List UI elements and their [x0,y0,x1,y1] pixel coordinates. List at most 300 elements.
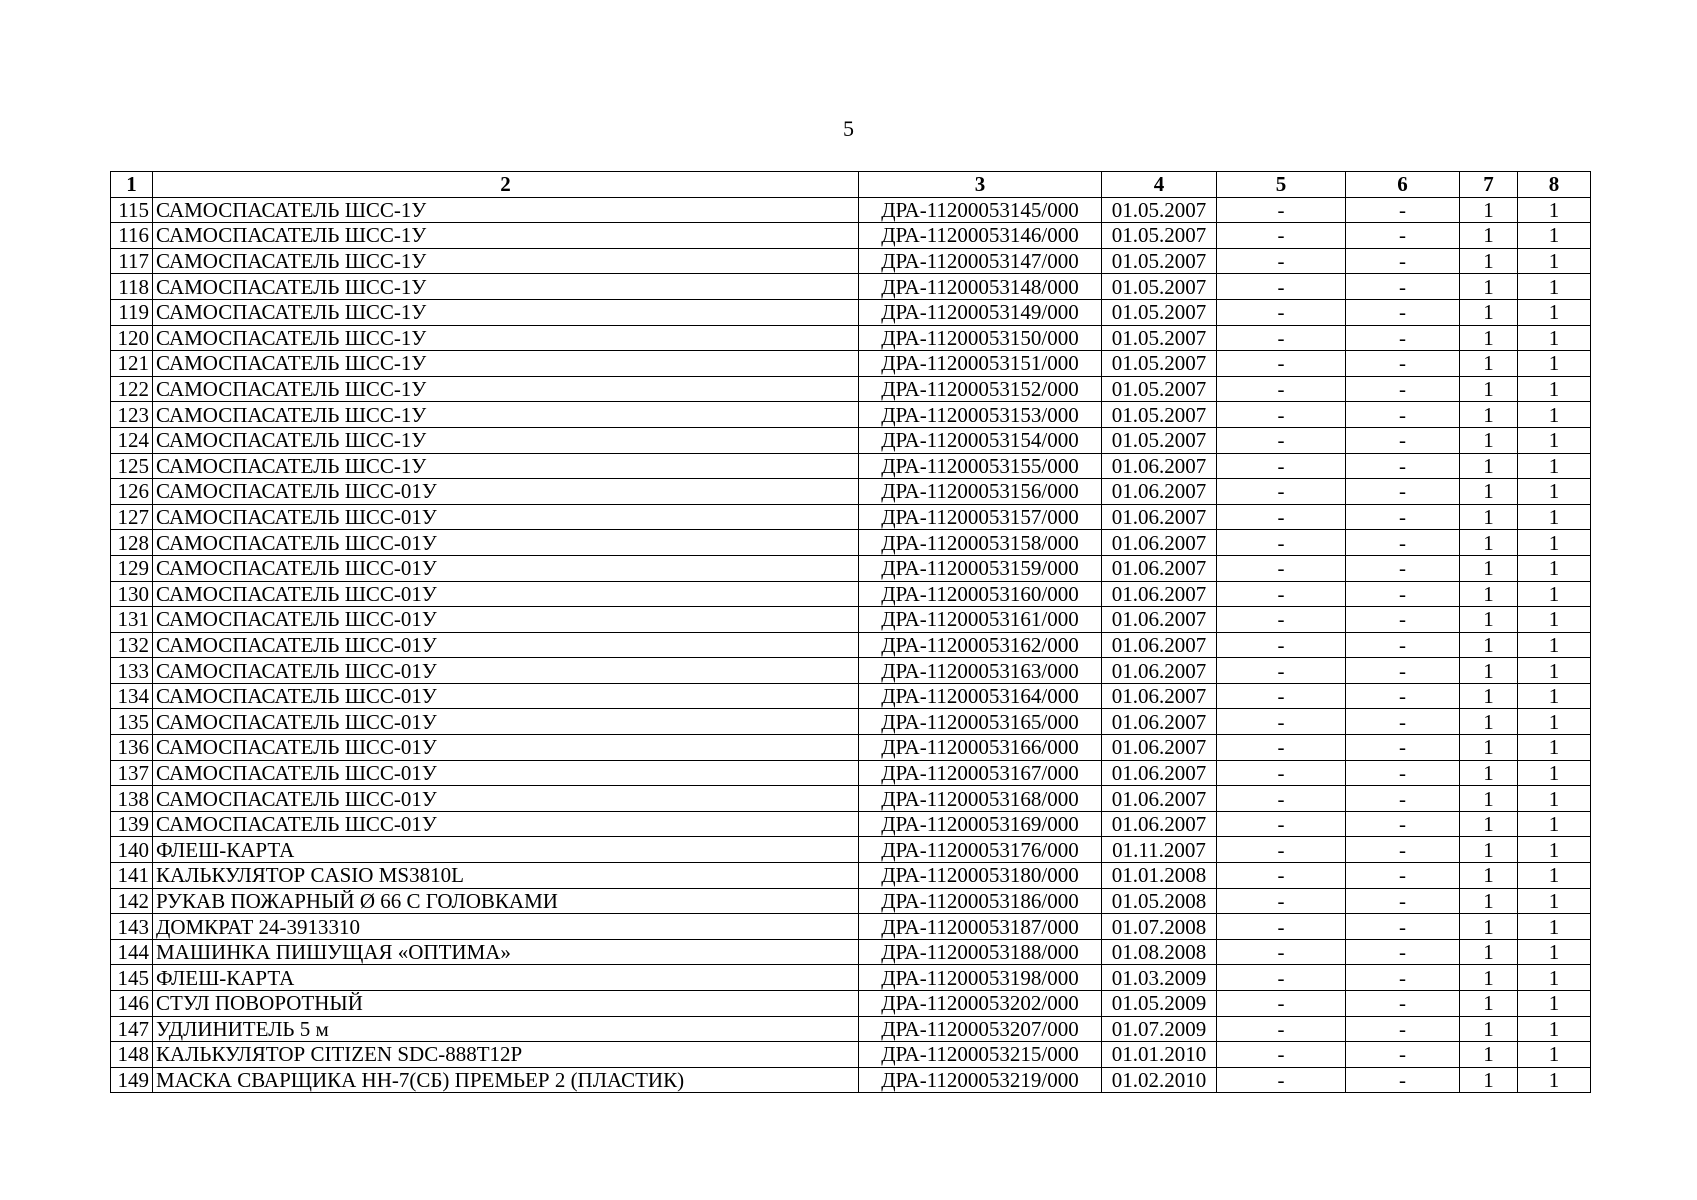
item-name-cell: САМОСПАСАТЕЛЬ ШСС-01У [153,760,859,786]
column-6-cell: - [1346,581,1460,607]
table-row [111,658,1591,684]
column-8-cell: 1 [1518,658,1591,684]
row-number-cell: 135 [111,709,153,735]
item-name-cell: САМОСПАСАТЕЛЬ ШСС-01У [153,683,859,709]
row-number-cell: 136 [111,735,153,761]
row-number-cell: 129 [111,555,153,581]
column-7-cell: 1 [1460,223,1518,249]
column-7-cell: 1 [1460,939,1518,965]
inventory-code-cell: ДРА-11200053188/000 [859,939,1102,965]
column-8-cell: 1 [1518,351,1591,377]
date-cell: 01.06.2007 [1102,504,1217,530]
table-row [111,1067,1591,1093]
column-7-cell: 1 [1460,888,1518,914]
item-name-cell: САМОСПАСАТЕЛЬ ШСС-1У [153,197,859,223]
date-cell: 01.06.2007 [1102,709,1217,735]
item-name-cell: САМОСПАСАТЕЛЬ ШСС-01У [153,504,859,530]
column-6-cell: - [1346,939,1460,965]
row-number-cell: 120 [111,325,153,351]
table-row [111,530,1591,556]
column-7-cell: 1 [1460,351,1518,377]
header-row [111,172,1591,198]
inventory-code-cell: ДРА-11200053159/000 [859,555,1102,581]
column-7-cell: 1 [1460,991,1518,1017]
inventory-code-cell: ДРА-11200053148/000 [859,274,1102,300]
item-name-cell: САМОСПАСАТЕЛЬ ШСС-01У [153,632,859,658]
column-5-cell: - [1217,1016,1346,1042]
inventory-code-cell: ДРА-11200053167/000 [859,760,1102,786]
item-name-cell: САМОСПАСАТЕЛЬ ШСС-1У [153,427,859,453]
column-8-cell: 1 [1518,837,1591,863]
date-cell: 01.06.2007 [1102,760,1217,786]
table-row [111,709,1591,735]
column-8-cell: 1 [1518,709,1591,735]
inventory-code-cell: ДРА-11200053166/000 [859,735,1102,761]
column-5-cell: - [1217,376,1346,402]
date-cell: 01.11.2007 [1102,837,1217,863]
column-8-cell: 1 [1518,555,1591,581]
column-7-cell: 1 [1460,965,1518,991]
column-8-cell: 1 [1518,735,1591,761]
table-row [111,402,1591,428]
table-row [111,632,1591,658]
column-8-cell: 1 [1518,1042,1591,1068]
column-5-cell: - [1217,453,1346,479]
item-name-cell: ФЛЕШ-КАРТА [153,965,859,991]
row-number-cell: 144 [111,939,153,965]
column-5-cell: - [1217,760,1346,786]
date-cell: 01.03.2009 [1102,965,1217,991]
table-row [111,735,1591,761]
column-7-cell: 1 [1460,427,1518,453]
inventory-code-cell: ДРА-11200053153/000 [859,402,1102,428]
column-header-8: 8 [1518,172,1591,198]
column-6-cell: - [1346,530,1460,556]
date-cell: 01.06.2007 [1102,555,1217,581]
column-8-cell: 1 [1518,376,1591,402]
column-8-cell: 1 [1518,632,1591,658]
row-number-cell: 143 [111,914,153,940]
column-7-cell: 1 [1460,786,1518,812]
column-6-cell: - [1346,479,1460,505]
inventory-code-cell: ДРА-11200053202/000 [859,991,1102,1017]
date-cell: 01.06.2007 [1102,735,1217,761]
inventory-code-cell: ДРА-11200053155/000 [859,453,1102,479]
item-name-cell: МАШИНКА ПИШУЩАЯ «ОПТИМА» [153,939,859,965]
column-6-cell: - [1346,351,1460,377]
date-cell: 01.06.2007 [1102,786,1217,812]
column-6-cell: - [1346,965,1460,991]
row-number-cell: 134 [111,683,153,709]
item-name-cell: САМОСПАСАТЕЛЬ ШСС-1У [153,325,859,351]
row-number-cell: 128 [111,530,153,556]
row-number-cell: 119 [111,299,153,325]
table-row [111,504,1591,530]
inventory-code-cell: ДРА-11200053161/000 [859,607,1102,633]
row-number-cell: 123 [111,402,153,428]
inventory-code-cell: ДРА-11200053146/000 [859,223,1102,249]
inventory-code-cell: ДРА-11200053176/000 [859,837,1102,863]
column-8-cell: 1 [1518,427,1591,453]
column-5-cell: - [1217,479,1346,505]
inventory-code-cell: ДРА-11200053147/000 [859,248,1102,274]
column-6-cell: - [1346,888,1460,914]
column-5-cell: - [1217,863,1346,889]
column-5-cell: - [1217,402,1346,428]
column-7-cell: 1 [1460,581,1518,607]
inventory-code-cell: ДРА-11200053168/000 [859,786,1102,812]
row-number-cell: 146 [111,991,153,1017]
column-8-cell: 1 [1518,197,1591,223]
item-name-cell: САМОСПАСАТЕЛЬ ШСС-01У [153,555,859,581]
column-7-cell: 1 [1460,735,1518,761]
table-row [111,427,1591,453]
table-row [111,683,1591,709]
column-8-cell: 1 [1518,991,1591,1017]
row-number-cell: 127 [111,504,153,530]
table-row [111,863,1591,889]
table-row [111,351,1591,377]
column-6-cell: - [1346,274,1460,300]
column-8-cell: 1 [1518,965,1591,991]
column-5-cell: - [1217,351,1346,377]
inventory-code-cell: ДРА-11200053154/000 [859,427,1102,453]
date-cell: 01.08.2008 [1102,939,1217,965]
column-5-cell: - [1217,607,1346,633]
column-5-cell: - [1217,223,1346,249]
column-6-cell: - [1346,658,1460,684]
inventory-code-cell: ДРА-11200053187/000 [859,914,1102,940]
inventory-code-cell: ДРА-11200053180/000 [859,863,1102,889]
item-name-cell: САМОСПАСАТЕЛЬ ШСС-1У [153,351,859,377]
item-name-cell: САМОСПАСАТЕЛЬ ШСС-01У [153,479,859,505]
row-number-cell: 132 [111,632,153,658]
column-6-cell: - [1346,555,1460,581]
item-name-cell: ДОМКРАТ 24-3913310 [153,914,859,940]
column-7-cell: 1 [1460,760,1518,786]
date-cell: 01.06.2007 [1102,453,1217,479]
item-name-cell: САМОСПАСАТЕЛЬ ШСС-01У [153,607,859,633]
inventory-code-cell: ДРА-11200053152/000 [859,376,1102,402]
column-8-cell: 1 [1518,888,1591,914]
table-row [111,888,1591,914]
column-7-cell: 1 [1460,658,1518,684]
date-cell: 01.06.2007 [1102,658,1217,684]
column-8-cell: 1 [1518,223,1591,249]
column-6-cell: - [1346,709,1460,735]
row-number-cell: 121 [111,351,153,377]
column-8-cell: 1 [1518,939,1591,965]
table-row [111,965,1591,991]
date-cell: 01.06.2007 [1102,479,1217,505]
column-6-cell: - [1346,1067,1460,1093]
item-name-cell: САМОСПАСАТЕЛЬ ШСС-1У [153,274,859,300]
date-cell: 01.05.2007 [1102,248,1217,274]
column-8-cell: 1 [1518,786,1591,812]
column-7-cell: 1 [1460,863,1518,889]
column-7-cell: 1 [1460,1016,1518,1042]
column-5-cell: - [1217,991,1346,1017]
row-number-cell: 149 [111,1067,153,1093]
inventory-code-cell: ДРА-11200053219/000 [859,1067,1102,1093]
column-6-cell: - [1346,376,1460,402]
table-row [111,197,1591,223]
column-header-5: 5 [1217,172,1346,198]
column-6-cell: - [1346,299,1460,325]
inventory-code-cell: ДРА-11200053207/000 [859,1016,1102,1042]
column-header-1: 1 [111,172,153,198]
column-7-cell: 1 [1460,376,1518,402]
row-number-cell: 148 [111,1042,153,1068]
date-cell: 01.06.2007 [1102,530,1217,556]
column-6-cell: - [1346,632,1460,658]
column-7-cell: 1 [1460,1042,1518,1068]
table-row [111,914,1591,940]
inventory-code-cell: ДРА-11200053158/000 [859,530,1102,556]
date-cell: 01.07.2009 [1102,1016,1217,1042]
date-cell: 01.06.2007 [1102,607,1217,633]
inventory-code-cell: ДРА-11200053149/000 [859,299,1102,325]
table-row [111,1016,1591,1042]
column-7-cell: 1 [1460,274,1518,300]
column-5-cell: - [1217,274,1346,300]
column-7-cell: 1 [1460,914,1518,940]
item-name-cell: УДЛИНИТЕЛЬ 5 м [153,1016,859,1042]
column-8-cell: 1 [1518,248,1591,274]
column-5-cell: - [1217,632,1346,658]
row-number-cell: 126 [111,479,153,505]
column-5-cell: - [1217,1042,1346,1068]
column-7-cell: 1 [1460,837,1518,863]
column-5-cell: - [1217,914,1346,940]
inventory-code-cell: ДРА-11200053151/000 [859,351,1102,377]
column-6-cell: - [1346,991,1460,1017]
table-row [111,555,1591,581]
item-name-cell: САМОСПАСАТЕЛЬ ШСС-1У [153,402,859,428]
table-row [111,991,1591,1017]
column-7-cell: 1 [1460,504,1518,530]
column-8-cell: 1 [1518,1067,1591,1093]
column-5-cell: - [1217,581,1346,607]
column-8-cell: 1 [1518,325,1591,351]
column-5-cell: - [1217,504,1346,530]
column-5-cell: - [1217,735,1346,761]
row-number-cell: 137 [111,760,153,786]
row-number-cell: 138 [111,786,153,812]
row-number-cell: 145 [111,965,153,991]
table-row [111,248,1591,274]
column-header-6: 6 [1346,172,1460,198]
row-number-cell: 115 [111,197,153,223]
date-cell: 01.06.2007 [1102,683,1217,709]
item-name-cell: САМОСПАСАТЕЛЬ ШСС-1У [153,376,859,402]
table-body [111,197,1591,1093]
inventory-code-cell: ДРА-11200053145/000 [859,197,1102,223]
row-number-cell: 118 [111,274,153,300]
column-6-cell: - [1346,683,1460,709]
column-8-cell: 1 [1518,402,1591,428]
row-number-cell: 124 [111,427,153,453]
column-5-cell: - [1217,427,1346,453]
table-row [111,223,1591,249]
column-7-cell: 1 [1460,197,1518,223]
column-7-cell: 1 [1460,811,1518,837]
item-name-cell: КАЛЬКУЛЯТОР CITIZEN SDC-888T12P [153,1042,859,1068]
item-name-cell: СТУЛ ПОВОРОТНЫЙ [153,991,859,1017]
column-7-cell: 1 [1460,248,1518,274]
column-8-cell: 1 [1518,811,1591,837]
row-number-cell: 147 [111,1016,153,1042]
column-8-cell: 1 [1518,581,1591,607]
date-cell: 01.05.2007 [1102,197,1217,223]
inventory-code-cell: ДРА-11200053150/000 [859,325,1102,351]
column-7-cell: 1 [1460,632,1518,658]
column-6-cell: - [1346,453,1460,479]
column-5-cell: - [1217,939,1346,965]
column-8-cell: 1 [1518,607,1591,633]
item-name-cell: ФЛЕШ-КАРТА [153,837,859,863]
row-number-cell: 125 [111,453,153,479]
table-row [111,479,1591,505]
column-5-cell: - [1217,888,1346,914]
date-cell: 01.02.2010 [1102,1067,1217,1093]
item-name-cell: МАСКА СВАРЩИКА НН-7(СБ) ПРЕМЬЕР 2 (ПЛАСТИК) [153,1067,859,1093]
column-header-3: 3 [859,172,1102,198]
row-number-cell: 139 [111,811,153,837]
column-5-cell: - [1217,248,1346,274]
column-7-cell: 1 [1460,607,1518,633]
inventory-table [110,171,1591,1093]
column-6-cell: - [1346,811,1460,837]
column-5-cell: - [1217,530,1346,556]
column-8-cell: 1 [1518,504,1591,530]
date-cell: 01.05.2007 [1102,351,1217,377]
table-row [111,939,1591,965]
column-5-cell: - [1217,786,1346,812]
column-5-cell: - [1217,1067,1346,1093]
date-cell: 01.01.2008 [1102,863,1217,889]
row-number-cell: 131 [111,607,153,633]
column-header-4: 4 [1102,172,1217,198]
column-8-cell: 1 [1518,274,1591,300]
date-cell: 01.06.2007 [1102,811,1217,837]
column-6-cell: - [1346,607,1460,633]
column-7-cell: 1 [1460,709,1518,735]
row-number-cell: 122 [111,376,153,402]
table-row [111,811,1591,837]
table-row [111,837,1591,863]
column-6-cell: - [1346,248,1460,274]
row-number-cell: 142 [111,888,153,914]
date-cell: 01.05.2007 [1102,274,1217,300]
table-row [111,607,1591,633]
column-6-cell: - [1346,427,1460,453]
column-8-cell: 1 [1518,299,1591,325]
inventory-code-cell: ДРА-11200053165/000 [859,709,1102,735]
inventory-code-cell: ДРА-11200053163/000 [859,658,1102,684]
row-number-cell: 116 [111,223,153,249]
item-name-cell: КАЛЬКУЛЯТОР CASIO MS3810L [153,863,859,889]
table-row [111,325,1591,351]
row-number-cell: 130 [111,581,153,607]
column-7-cell: 1 [1460,402,1518,428]
column-6-cell: - [1346,1016,1460,1042]
table-row [111,581,1591,607]
column-5-cell: - [1217,837,1346,863]
column-header-7: 7 [1460,172,1518,198]
column-7-cell: 1 [1460,453,1518,479]
column-6-cell: - [1346,197,1460,223]
inventory-code-cell: ДРА-11200053215/000 [859,1042,1102,1068]
item-name-cell: САМОСПАСАТЕЛЬ ШСС-01У [153,811,859,837]
table-row [111,786,1591,812]
date-cell: 01.05.2007 [1102,223,1217,249]
date-cell: 01.05.2007 [1102,325,1217,351]
date-cell: 01.06.2007 [1102,581,1217,607]
column-6-cell: - [1346,504,1460,530]
table-row [111,376,1591,402]
date-cell: 01.05.2007 [1102,427,1217,453]
column-5-cell: - [1217,299,1346,325]
column-5-cell: - [1217,197,1346,223]
column-6-cell: - [1346,914,1460,940]
column-8-cell: 1 [1518,479,1591,505]
inventory-code-cell: ДРА-11200053198/000 [859,965,1102,991]
column-7-cell: 1 [1460,299,1518,325]
inventory-code-cell: ДРА-11200053157/000 [859,504,1102,530]
date-cell: 01.01.2010 [1102,1042,1217,1068]
item-name-cell: САМОСПАСАТЕЛЬ ШСС-01У [153,581,859,607]
table-row [111,760,1591,786]
item-name-cell: САМОСПАСАТЕЛЬ ШСС-01У [153,658,859,684]
column-6-cell: - [1346,223,1460,249]
column-5-cell: - [1217,325,1346,351]
item-name-cell: РУКАВ ПОЖАРНЫЙ Ø 66 С ГОЛОВКАМИ [153,888,859,914]
item-name-cell: САМОСПАСАТЕЛЬ ШСС-1У [153,299,859,325]
column-7-cell: 1 [1460,555,1518,581]
column-7-cell: 1 [1460,1067,1518,1093]
inventory-code-cell: ДРА-11200053156/000 [859,479,1102,505]
item-name-cell: САМОСПАСАТЕЛЬ ШСС-1У [153,223,859,249]
column-6-cell: - [1346,325,1460,351]
item-name-cell: САМОСПАСАТЕЛЬ ШСС-01У [153,786,859,812]
column-7-cell: 1 [1460,530,1518,556]
table-row [111,274,1591,300]
column-header-2: 2 [153,172,859,198]
date-cell: 01.05.2007 [1102,402,1217,428]
row-number-cell: 117 [111,248,153,274]
inventory-code-cell: ДРА-11200053186/000 [859,888,1102,914]
column-5-cell: - [1217,811,1346,837]
date-cell: 01.05.2007 [1102,299,1217,325]
item-name-cell: САМОСПАСАТЕЛЬ ШСС-1У [153,248,859,274]
inventory-code-cell: ДРА-11200053164/000 [859,683,1102,709]
column-8-cell: 1 [1518,863,1591,889]
column-7-cell: 1 [1460,325,1518,351]
table-header [111,172,1591,198]
column-5-cell: - [1217,658,1346,684]
row-number-cell: 133 [111,658,153,684]
column-5-cell: - [1217,709,1346,735]
item-name-cell: САМОСПАСАТЕЛЬ ШСС-01У [153,530,859,556]
column-8-cell: 1 [1518,760,1591,786]
column-8-cell: 1 [1518,914,1591,940]
column-7-cell: 1 [1460,479,1518,505]
column-5-cell: - [1217,555,1346,581]
date-cell: 01.05.2007 [1102,376,1217,402]
column-8-cell: 1 [1518,453,1591,479]
item-name-cell: САМОСПАСАТЕЛЬ ШСС-01У [153,709,859,735]
